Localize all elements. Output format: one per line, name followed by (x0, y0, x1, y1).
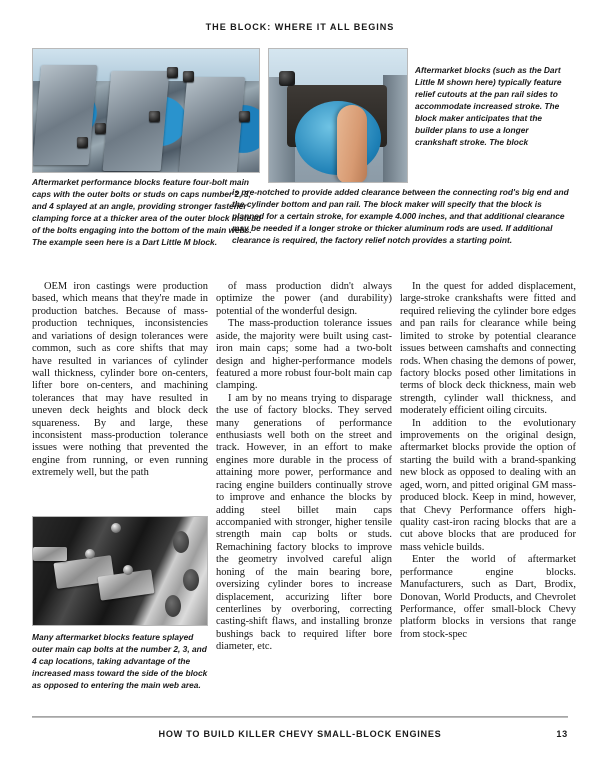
page-footer (32, 729, 568, 743)
figure-pan-rail-caption-bottom: is pre-notched to provide added clearance between the connecting rod's big end and the cylinder bottom and pan rail. The block maker will specify that the block is planned for a certain stroke, for example 4.000 inches, and that additional clearance may be needed if a longer stroke or thicker aluminum rods are used. If additional clearance is required, the factory relief notch provides a starting point. (232, 187, 569, 246)
splayed-stud-icon (123, 565, 133, 575)
figure-splayed-bolts-caption: Many aftermarket blocks feature splayed outer main cap bolts at the number 2, 3, and 4 cap locations, taking advantage of the increased mass toward the side of the block as opposed to entering the main web area. (32, 632, 208, 691)
cap-bolt-icon (239, 111, 250, 122)
body-paragraph: I am by no means trying to disparage the use of factory blocks. They served many generations of performance enthusiasts well both on the street and track. However, in an effort to make engines more durable in the process of attaining more power, performance and racing engine builders continually strove to improve and enhance the blocks by adding steel billet main caps accompanied with stronger, higher tensile strength main cap bolts or studs. Remachining factory blocks to improve the geometry involved careful align honing of the main bearing bore, oversizing cylinder bores to increase displacement, accurizing lifter bore centerlines by overboring, correcting casting-shift flaws, and installing bronze bushings back to required lifter bore diameter, etc. (216, 392, 392, 653)
body-paragraph: In addition to the evolutionary improvements on the original design, aftermarket blocks provide the option of starting the build with a brand-spanking new block as opposed to dealing with an aged, worn, and pitted original GM mass-produced block. Keep in mind, however, that Chevy Performance offers high-quality cast-iron racing blocks that are a cut above blocks that are produced for mass vehicle builds. (400, 417, 576, 553)
figure-pan-rail-photo (268, 48, 408, 183)
body-column-1 (32, 281, 208, 513)
body-paragraph: In the quest for added displacement, large-stroke crankshafts were fitted and required relieving the cylinder bore edges and pan rails for clearance while being limited to stroke by potential clearance issues between camshafts and connecting rods. When chasing the demons of power, factory blocks posed other limitations in terms of block deck thickness, main web strength, cylinder wall thickness, and moderately efficient oiling circuits. (400, 281, 576, 417)
figure-pan-rail-caption-top: Aftermarket blocks (such as the Dart Little M shown here) typically feature relief cutouts at the pan rail sides to accommodate increased stroke. The block maker anticipates that the builder plans to use a longer crankshaft stroke. The block (415, 65, 562, 148)
figure-splayed-bolts-photo (32, 516, 208, 626)
body-paragraph: The mass-production tolerance issues aside, the majority were built using cast-iron main caps; some had a two-bolt design and higher-performance models featured a more robust four-bolt main cap clamping. (216, 318, 392, 392)
figure-main-caps-caption: Aftermarket performance blocks feature four-bolt main caps with the outer bolts or studs on caps number 2, 3, and 4 splayed at an angle, providing stronger fastener clamping force at a thicker area of the outer block instead of the bolts engaging into the bottom of the main webs. The example seen here is a Dart Little M block. (32, 177, 262, 248)
splayed-stud-icon (85, 549, 95, 559)
running-head: THE BLOCK: WHERE IT ALL BEGINS (205, 22, 395, 32)
lifter-bore-hole (165, 595, 181, 617)
main-cap-shape (33, 547, 67, 561)
main-caps-image (33, 49, 259, 172)
body-paragraph: Enter the world of aftermarket performance engine blocks. Manufacturers, such as Dart, Brodix, Donovan, World Products, and Chevrolet Performance, offer small-block Chevy platform blocks in versions that range from stock-spec (400, 554, 576, 640)
main-cap-shape (33, 65, 98, 165)
pan-rail-image (269, 49, 407, 182)
page-number: 13 (556, 729, 568, 739)
lifter-bore-hole (173, 531, 189, 553)
body-column-2 (216, 281, 392, 709)
body-paragraph: of mass production didn't always optimize the power (and durability) potential of the wonderful design. (216, 281, 392, 317)
lifter-bore-hole (183, 569, 199, 591)
footer-book-title: HOW TO BUILD KILLER CHEVY SMALL-BLOCK ENGINES (158, 729, 442, 739)
hand-finger-shape (337, 105, 367, 183)
splayed-stud-icon (111, 523, 121, 533)
cap-bolt-icon (183, 71, 194, 82)
splayed-bolts-image (33, 517, 207, 625)
main-cap-shape (179, 77, 245, 173)
cap-bolt-icon (167, 67, 178, 78)
cap-bolt-icon (95, 123, 106, 134)
body-column-3 (400, 281, 576, 709)
footer-divider (32, 716, 568, 718)
cap-bolt-icon (279, 71, 295, 86)
figure-main-caps-photo (32, 48, 260, 173)
cap-bolt-icon (77, 137, 88, 148)
cap-bolt-icon (149, 111, 160, 122)
body-paragraph: OEM iron castings were production based, which means that they're made in production batches. Because of mass-production techniques, inconsistencies and variations of design tolerances were common, such as core shifts that may have resulted in variances of cylinder wall thickness, cylinder bore on-centers, lifter bore on-centers, and machining tolerances that may have resulted in uneven deck heights and block deck squareness. By and large, these inconsistent mass-production tolerance issues were nothing that prevented the engine from running, or even running extremely well, but the path (32, 281, 208, 479)
